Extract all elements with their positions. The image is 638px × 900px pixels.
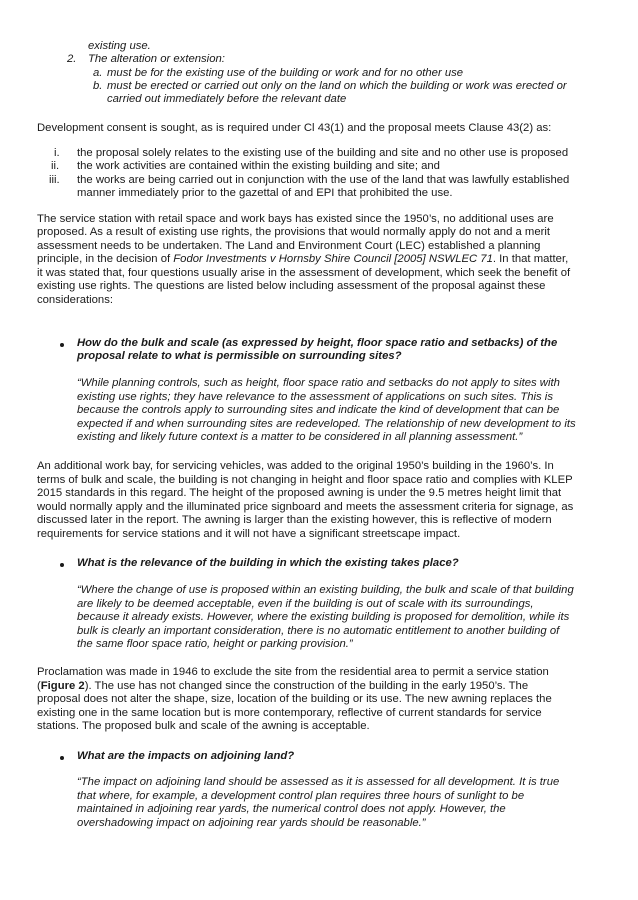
response-2-line-5: stations. The proposed bulk and scale of the awning is acceptable. xyxy=(37,720,370,732)
sub-item-b-label: b. xyxy=(93,80,103,92)
question-3-heading: What are the impacts on adjoining land? xyxy=(77,750,295,762)
question-1-quote-line-1: “While planning controls, such as height, floor space ratio and setbacks do not apply to sites with xyxy=(77,377,560,389)
response-1-line-3: 2015 standards in this regard. The height of the proposed awning is under the 9.5 metres height limit that xyxy=(37,487,562,499)
consent-item-iii-label: iii. xyxy=(49,174,60,186)
question-1-heading-line-2: proposal relate to what is permissible on surrounding sites? xyxy=(77,350,402,362)
paragraph-1-line-4-end: . In that matter, xyxy=(492,253,569,265)
consent-item-i-label: i. xyxy=(54,147,60,159)
question-3-quote-line-4: overshadowing impact on adjoining rear yards should be reasonable.” xyxy=(77,817,426,829)
question-2-quote-line-5: the same floor space ratio, height or parking provision.” xyxy=(77,638,353,650)
paragraph-1-line-5: it was stated that, four questions usually arise in the assessment of development, which seek the benefit of xyxy=(37,267,571,279)
consent-item-iii-text-line-2: manner immediately prior to the gazettal of and EPI that prohibited the use. xyxy=(77,187,453,199)
question-1-heading-line-1: How do the bulk and scale (as expressed by height, floor space ratio and setbacks) of the xyxy=(77,337,558,349)
question-2-quote-line-1: “Where the change of use is proposed within an existing building, the bulk and scale of that building xyxy=(77,584,574,596)
paragraph-1-line-2: proposed. As a result of existing use rights, the provisions that would normally apply do not and a merit xyxy=(37,226,551,238)
question-1-quote-line-2: existing use rights; they have relevance to the assessment of applications on such sites. This is xyxy=(77,391,553,403)
bullet-icon xyxy=(60,756,64,760)
response-2-line-1: Proclamation was made in 1946 to exclude the site from the residential area to permit a service station xyxy=(37,666,549,678)
paragraph-1-line-4 xyxy=(37,253,568,266)
response-1-line-5: discussed later in the report. The awning is larger than the existing however, this is reflective of modern xyxy=(37,514,552,526)
question-3-quote-line-2: that where, for example, a development control plan requires three hours of sunlight to be xyxy=(77,790,525,802)
bullet-icon xyxy=(60,343,64,347)
response-2-paren-open: ( xyxy=(37,680,41,692)
response-2-line-4: existing one in the same location but is more contemporary, reflective of current standards for service xyxy=(37,707,542,719)
case-citation: Fodor Investments v Hornsby Shire Council [2005] NSWLEC 71 xyxy=(173,253,493,265)
sub-item-b-text-line-2: carried out immediately before the relevant date xyxy=(107,93,347,105)
list-item-2-text: The alteration or extension: xyxy=(88,53,225,65)
question-2-quote-line-2: are likely to be deemed acceptable, even if the building is out of scale with its surroundings, xyxy=(77,598,534,610)
response-1-line-1: An additional work bay, for servicing vehicles, was added to the original 1950’s building in the 1960’s. In xyxy=(37,460,554,472)
question-3-quote-line-1: “The impact on adjoining land should be assessed as it is assessed for all development. It is true xyxy=(77,776,560,788)
bullet-icon xyxy=(60,563,64,567)
sub-item-b-text-line-1: must be erected or carried out only on the land on which the building or work was erected or xyxy=(107,80,567,92)
paragraph-1-line-4-start: principle, in the decision of xyxy=(37,253,174,265)
paragraph-1-line-6: existing use rights. The questions are listed below including assessment of the proposal against these xyxy=(37,280,546,292)
paragraph-1-line-3: assessment needs to be undertaken. The Land and Environment Court (LEC) established a planning xyxy=(37,240,541,252)
response-2-line-2 xyxy=(37,680,528,693)
question-1-quote-line-4: expected if and when surrounding sites are redeveloped. The relationship of new development to its xyxy=(77,418,576,430)
figure-reference: Figure 2 xyxy=(40,680,85,692)
consent-item-iii-text-line-1: the works are being carried out in conjunction with the use of the land that was lawfully established xyxy=(77,174,570,186)
list-item-1-tail: existing use. xyxy=(88,40,151,52)
response-2-line-2-rest: ). The use has not changed since the construction of the building in the early 1950’s. The xyxy=(84,680,529,692)
response-1-line-6: requirements for service stations and it will not have a significant streetscape impact. xyxy=(37,528,461,540)
response-1-line-4: would normally apply and the illuminated price signboard and meets the assessment criteria for signage, as xyxy=(37,501,574,513)
question-1-quote-line-5: existing and likely future context is a matter to be considered in all planning assessment.” xyxy=(77,431,523,443)
response-1-line-2: terms of bulk and scale, the building is not changing in height and floor space ratio and complies with KLEP xyxy=(37,474,573,486)
consent-item-ii-text: the work activities are contained within the existing building and site; and xyxy=(77,160,440,172)
sub-item-a-label: a. xyxy=(93,67,103,79)
question-2-quote-line-4: bulk is clearly an important consideration, there is no automatic entitlement to another building of xyxy=(77,625,560,637)
paragraph-1-line-1: The service station with retail space and work bays has existed since the 1950’s, no additional uses are xyxy=(37,213,554,225)
response-2-line-3: proposal does not alter the shape, size, location of the building or its use. The new awning replaces the xyxy=(37,693,552,705)
consent-intro: Development consent is sought, as is required under Cl 43(1) and the proposal meets Clause 43(2) as: xyxy=(37,122,552,134)
question-3-quote-line-3: maintained in adjoining rear yards, the numerical control does not apply. However, the xyxy=(77,803,506,815)
question-2-quote-line-3: because it already exists. However, where the existing building is proposed for demolition, while its xyxy=(77,611,570,623)
sub-item-a-text: must be for the existing use of the building or work and for no other use xyxy=(107,67,464,79)
list-item-2-number: 2. xyxy=(67,53,77,65)
question-1-quote-line-3: because the controls apply to surrounding sites and indicate the kind of development that can be xyxy=(77,404,560,416)
question-2-heading: What is the relevance of the building in which the existing takes place? xyxy=(77,557,459,569)
consent-item-i-text: the proposal solely relates to the existing use of the building and site and no other use is proposed xyxy=(77,147,569,159)
consent-item-ii-label: ii. xyxy=(51,160,60,172)
paragraph-1-line-7: considerations: xyxy=(37,294,113,306)
